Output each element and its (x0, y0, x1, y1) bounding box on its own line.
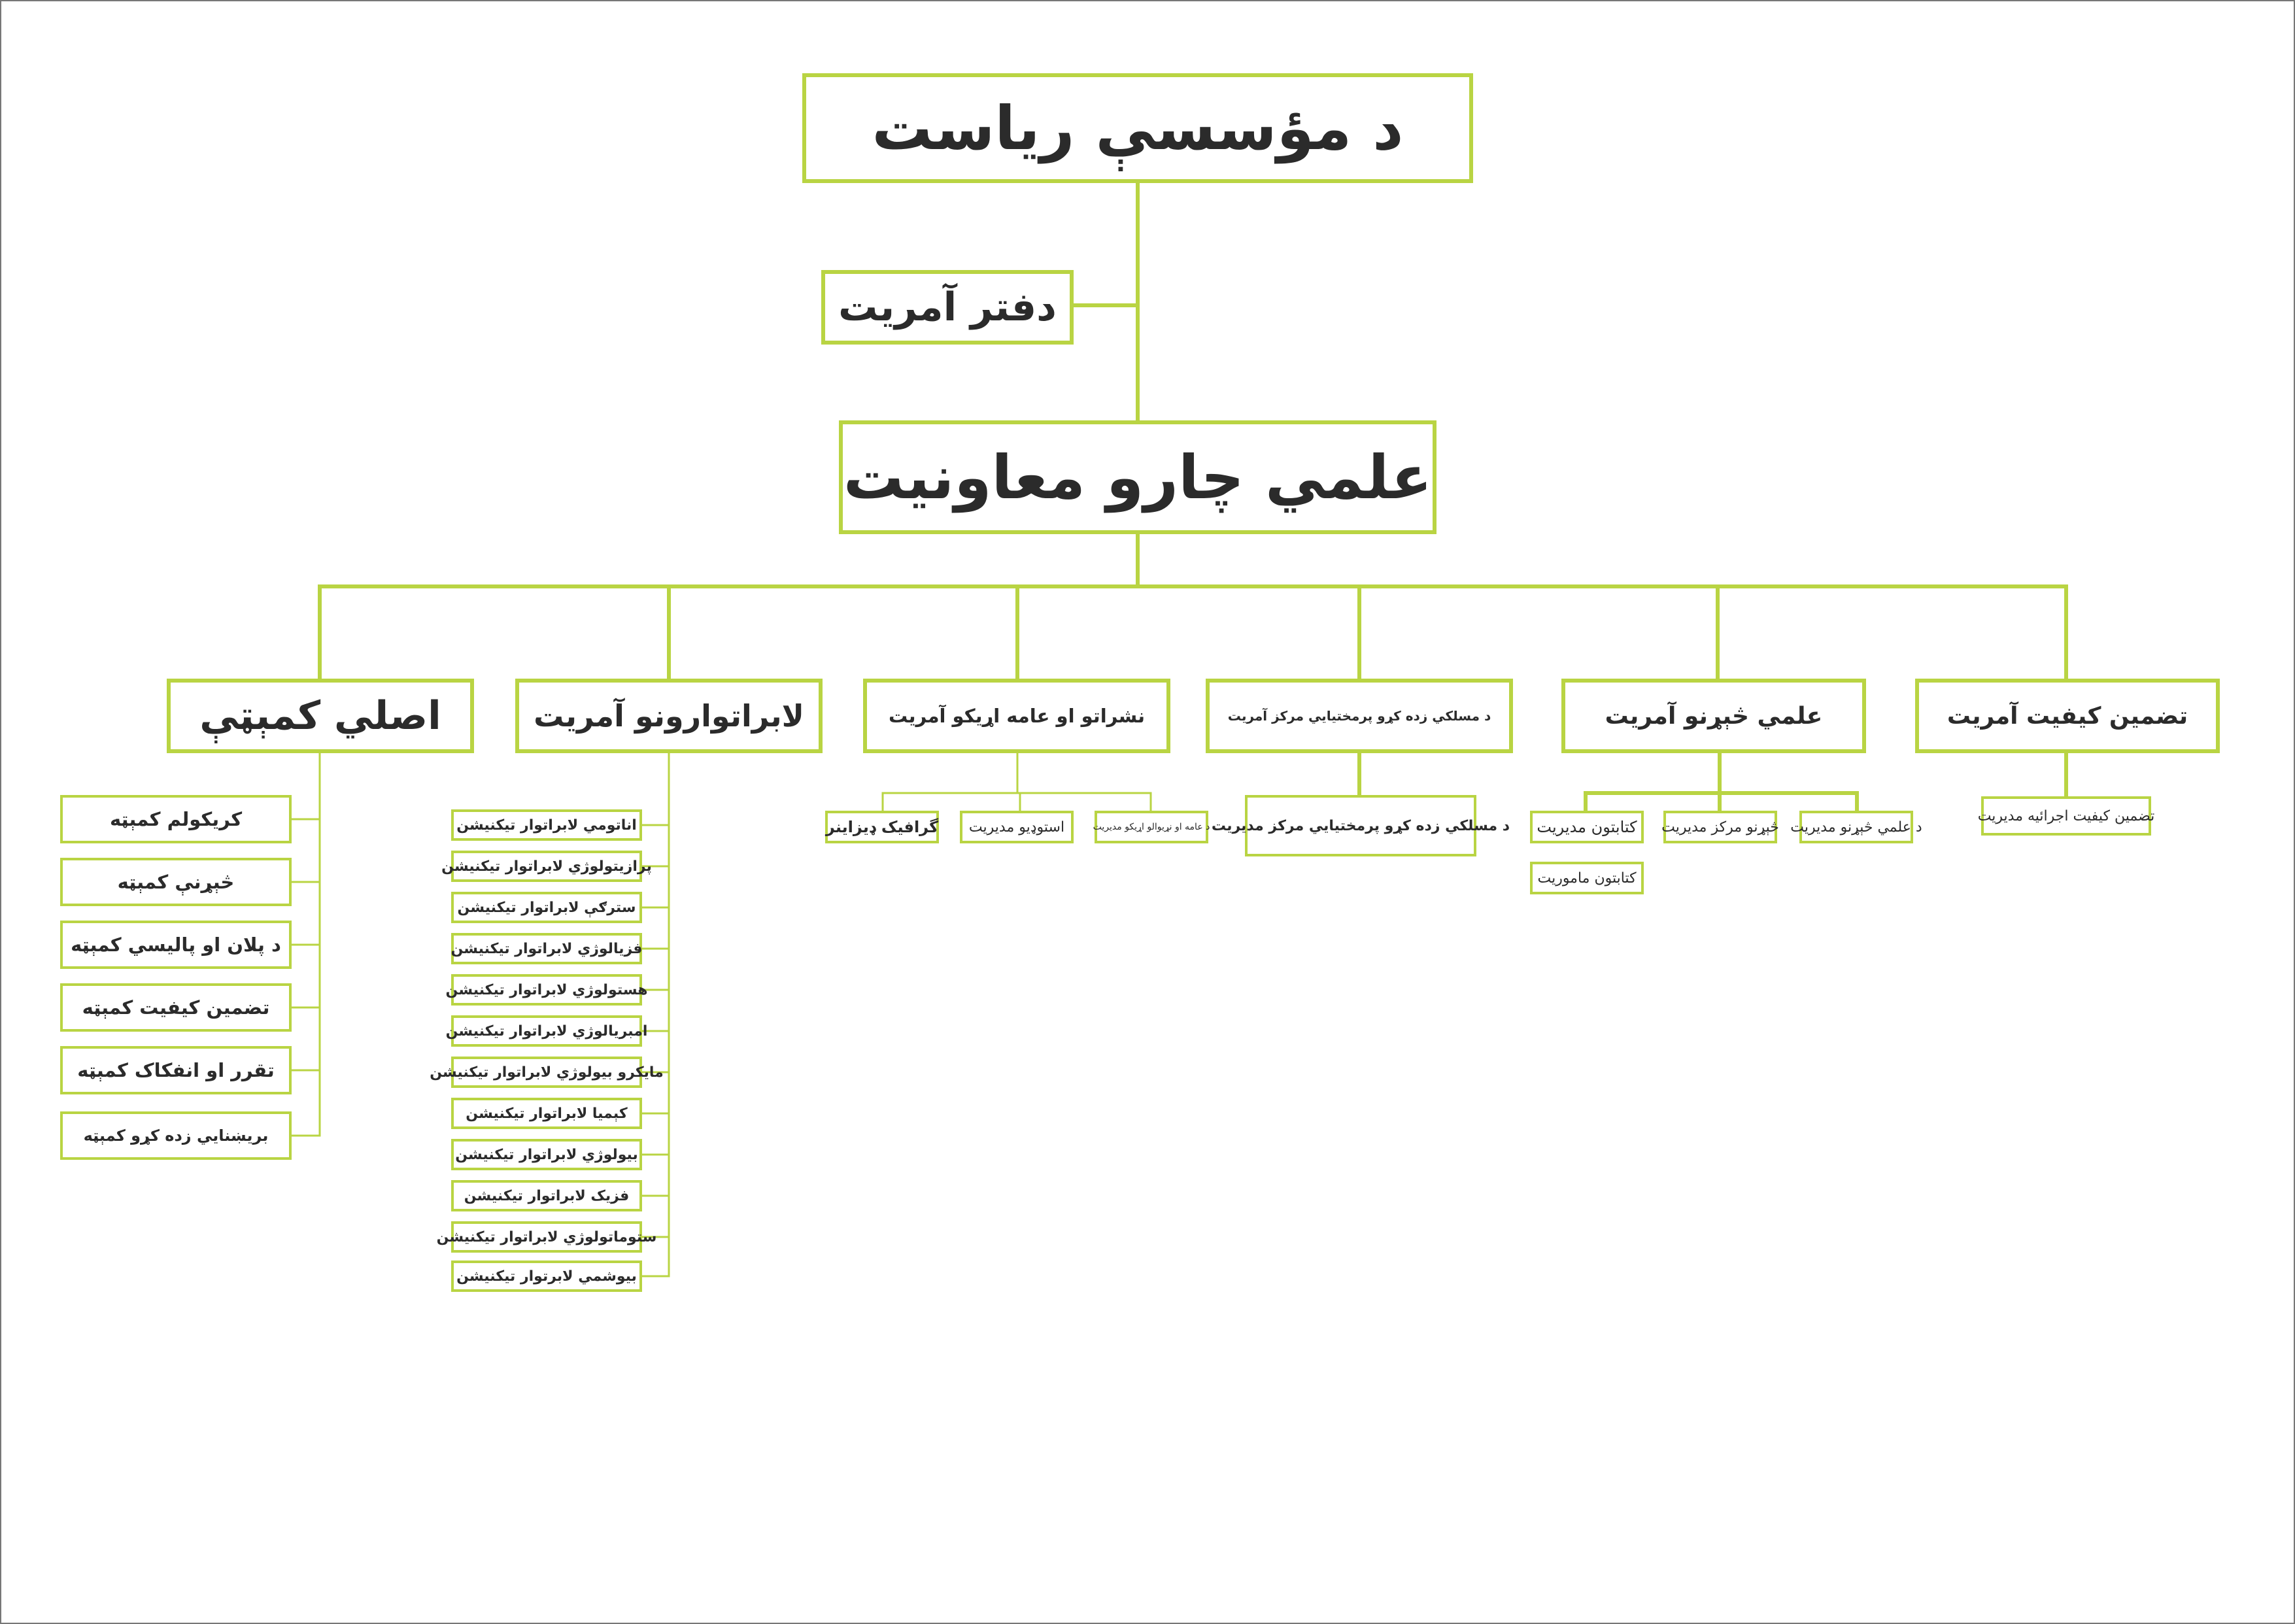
committee-box: تقرر او انفکاک كمېټه (60, 1046, 292, 1094)
committee-box: كريكولم كمېټه (60, 795, 292, 843)
research-dept-box: علمي څېړنو آمريت (1561, 679, 1866, 753)
committee-box: د پلان او پالیسي كمېټه (60, 921, 292, 969)
prof-center-dept-box: د مسلکي زده کړو پرمختیایي مرکز آمریت (1206, 679, 1513, 753)
pub-pr-mgmt-box: د عامه او نړیوالو اړیکو مدیریت (1095, 811, 1208, 843)
library-mgmt-box: كتابتون مديريت (1530, 811, 1644, 843)
committees-dept-box: اصلي کمېټې (167, 679, 474, 753)
lab-technician-box: بيولوژي لابراتوار تيكنيشن (451, 1139, 642, 1170)
graphic-designer-box: گرافيک ډيزاينر (825, 811, 939, 843)
research-center-mgmt-box: څېړنو مرکز مديريت (1663, 811, 1777, 843)
quality-exec-box: تضمین كيفيت اجرائيه مدیریت (1981, 796, 2151, 836)
lab-technician-box: امبريالوژي لابراتوار تيكنيشن (451, 1015, 642, 1047)
lab-technician-box: سترګې لابراتوار تيكنيشن (451, 892, 642, 923)
lab-technician-box: ستوماتولوژي لابراتوار تيكنيشن (451, 1221, 642, 1253)
lab-technician-box: اناتومي لابراتوار تيكنيشن (451, 809, 642, 841)
library-post-box: كتابتون ماموريت (1530, 862, 1644, 894)
presidency-box: د مؤسسې رياست (802, 73, 1473, 183)
lab-technician-box: مايكرو بيولوژي لابراتوار تيكنيشن (451, 1057, 642, 1088)
sci-research-mgmt-box: د علمي څېړنو مديريت (1799, 811, 1913, 843)
lab-technician-box: فزيالوژي لابراتوار تيكنيشن (451, 933, 642, 964)
quality-dept-box: تضمين كيفيت آمريت (1915, 679, 2220, 753)
studio-mgmt-box: استوډیو مديريت (960, 811, 1074, 843)
lab-technician-box: پرازيتولوژي لابراتوار تيكنيشن (451, 851, 642, 882)
labs-dept-box: لابراتوارونو آمريت (515, 679, 823, 753)
deputy-box: علمي چارو معاونيت (839, 420, 1436, 534)
lab-technician-box: هستولوژي لابراتوار تيكنيشن (451, 974, 642, 1006)
committee-box: بریښنایي زده کړو کمېټه (60, 1111, 292, 1160)
committee-box: څېړنې كمېټه (60, 858, 292, 906)
lab-technician-box: فزیک لابراتوار تيكنيشن (451, 1180, 642, 1211)
lab-technician-box: بيوشمي لابرتوار تيكنيشن (451, 1260, 642, 1292)
prof-center-mgmt-box: د مسلکي زده کړو پرمختیایي مرکز مدیریت (1245, 795, 1476, 856)
publications-dept-box: نشراتو او عامه اړیکو آمریت (863, 679, 1170, 753)
office-box: دفتر آمريت (821, 270, 1074, 345)
committee-box: تضمين كيفيت كمېټه (60, 983, 292, 1032)
lab-technician-box: کېميا لابراتوار تيكنيشن (451, 1098, 642, 1129)
